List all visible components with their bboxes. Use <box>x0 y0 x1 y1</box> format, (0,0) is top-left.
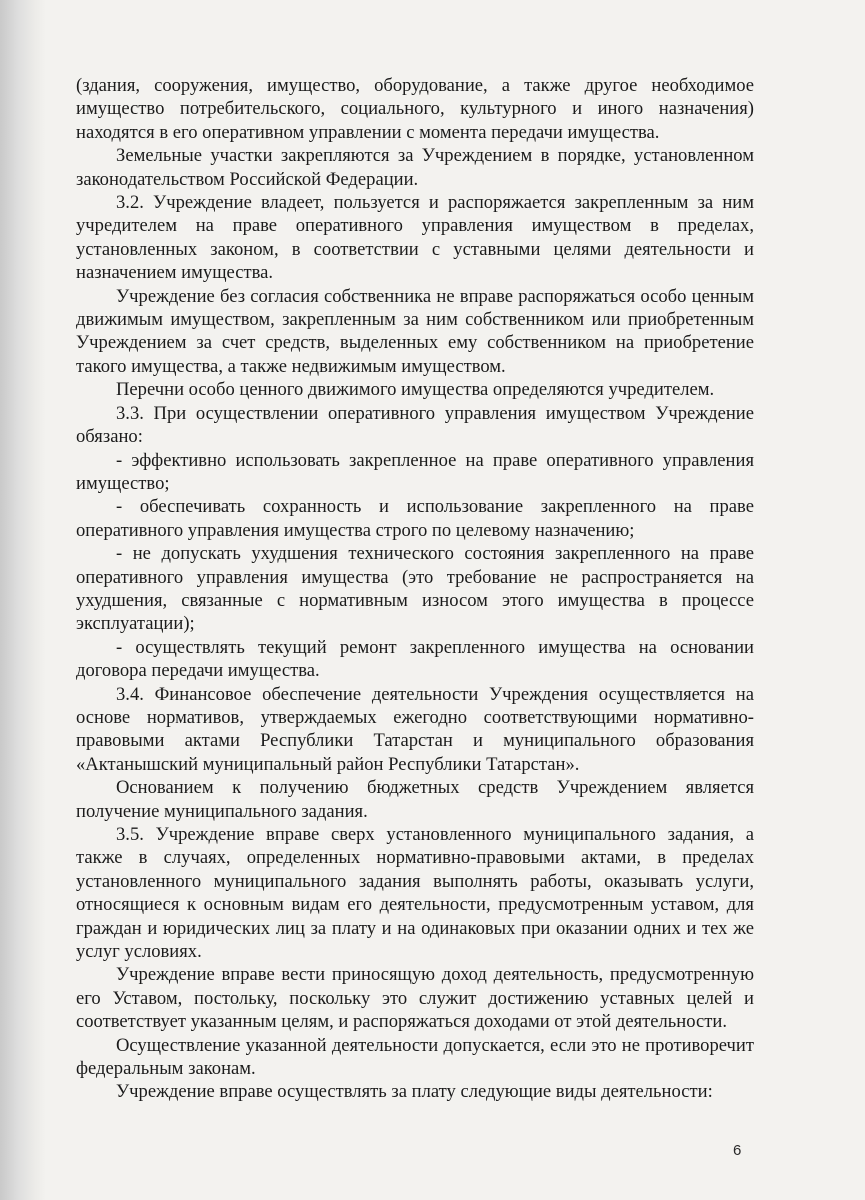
paragraph-lists: Перечни особо ценного движимого имущества определяются учредителем. <box>116 379 715 401</box>
paragraph-federal-laws: Осуществление указанной деятельности допускается, если это не противоречит федеральным законам. <box>76 1034 754 1080</box>
list-item-no-deterioration: - не допускать ухудшения технического состояния закрепленного на праве оперативного управления имущества (это требование не распространяется на ухудшения, связанные с нормативным износом этого имущества в процессе эксплуатации); <box>76 543 754 635</box>
paragraph-consent: Учреждение без согласия собственника не вправе распоряжаться особо ценным движимым имуществом, закрепленным за ним собственником или приобретенным Учреждением за счет средств, выделенных ему собственником на приобретение такого имущества, а также недвижимым имуществом. <box>76 285 754 377</box>
paragraph-paid-activities: Учреждение вправе осуществлять за плату следующие виды деятельности: <box>116 1081 713 1103</box>
list-item-repair: - осуществлять текущий ремонт закрепленного имущества на основании договора передачи имущества. <box>76 636 754 682</box>
page-number: 6 <box>733 1142 742 1159</box>
paragraph-3-2: 3.2. Учреждение владеет, пользуется и распоряжается закрепленным за ним учредителем на праве оперативного управления имуществом в пределах, установленных законом, в соответствии с уставными целями деятельности и назначением имущества. <box>76 192 754 284</box>
document-body <box>76 74 754 1104</box>
paragraph-budget-basis: Основанием к получению бюджетных средств Учреждением является получение муниципального задания. <box>76 777 754 822</box>
paragraph-land-plots: Земельные участки закрепляются за Учреждением в порядке, установленном законодательством Российской Федерации. <box>76 145 754 190</box>
list-item-safety: - обеспечивать сохранность и использование закрепленного на праве оперативного управления имущества строго по целевому назначению; <box>76 496 754 541</box>
paragraph-3-5: 3.5. Учреждение вправе сверх установленного муниципального задания, а также в случаях, определенных нормативно-правовыми актами, в пределах установленного муниципального задания выполнять работы, оказывать услуги, относящиеся к основным видам его деятельности, предусмотренным уставом, для граждан и юридических лиц за плату и на одинаковых при оказании одних и тех же услуг условиях. <box>76 824 754 963</box>
paragraph-3-4: 3.4. Финансовое обеспечение деятельности Учреждения осуществляется на основе нормативов, утверждаемых ежегодно соответствующими нормативно-правовыми актами Республики Татарстан и муниципального образования «Актанышский муниципальный район Республики Татарстан». <box>76 683 754 775</box>
list-item-efficient-use: - эффективно использовать закрепленное на праве оперативного управления имущество; <box>76 449 754 494</box>
paragraph-3-3: 3.3. При осуществлении оперативного управления имуществом Учреждение обязано: <box>76 402 754 448</box>
paragraph-income-activity: Учреждение вправе вести приносящую доход деятельность, предусмотренную его Уставом, постольку, поскольку это служит достижению уставных целей и соответствует указанным целям, и распоряжаться доходами от этой деятельности. <box>76 964 754 1033</box>
paragraph-property-list: (здания, сооружения, имущество, оборудование, а также другое необходимое имущество потребительского, социального, культурного и иного назначения) находятся в его оперативном управлении с момента передачи имущества. <box>76 75 754 143</box>
